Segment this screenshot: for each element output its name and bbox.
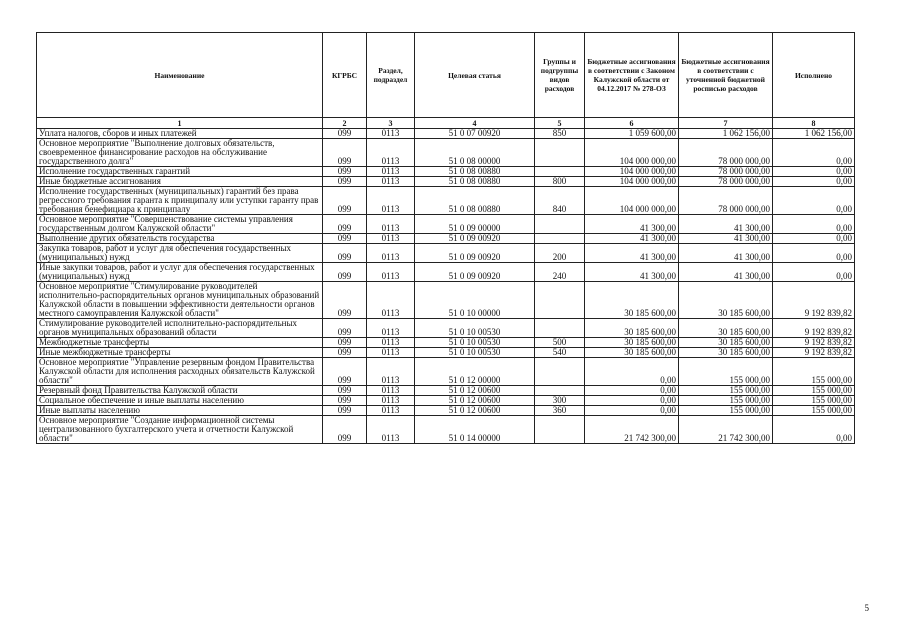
table-row xyxy=(37,234,855,244)
row-target: 51 0 12 00600 xyxy=(415,396,535,406)
row-razdel: 0113 xyxy=(367,167,415,177)
row-name: Социальное обеспечение и иные выплаты населению xyxy=(37,396,323,406)
row-name: Основное мероприятие "Совершенствование системы управления государственным долгом Калужской области" xyxy=(37,215,323,234)
row-law: 0,00 xyxy=(585,386,679,396)
row-done: 0,00 xyxy=(773,177,855,187)
row-kgrbs: 099 xyxy=(323,244,367,263)
row-name: Основное мероприятие "Стимулирование руководителей исполнительно-распорядительных органов муниципальных образований Калужской области в повышении эффективности деятельности органов местного самоуправления Калужской области" xyxy=(37,282,323,319)
row-law: 41 300,00 xyxy=(585,244,679,263)
row-kgrbs: 099 xyxy=(323,386,367,396)
table-row xyxy=(37,244,855,263)
row-done: 155 000,00 xyxy=(773,386,855,396)
col-num-7: 7 xyxy=(679,118,773,129)
row-law: 104 000 000,00 xyxy=(585,139,679,167)
table-row xyxy=(37,139,855,167)
row-law: 0,00 xyxy=(585,396,679,406)
page-number: 5 xyxy=(864,603,869,613)
row-group xyxy=(535,319,585,338)
row-target: 51 0 10 00530 xyxy=(415,319,535,338)
row-razdel: 0113 xyxy=(367,129,415,139)
table-row xyxy=(37,187,855,215)
row-razdel: 0113 xyxy=(367,177,415,187)
row-kgrbs: 099 xyxy=(323,416,367,444)
row-law: 21 742 300,00 xyxy=(585,416,679,444)
row-razdel: 0113 xyxy=(367,338,415,348)
row-done: 0,00 xyxy=(773,187,855,215)
row-target: 51 0 12 00600 xyxy=(415,386,535,396)
row-name: Исполнение государственных (муниципальных) гарантий без права регрессного требования гаранта к принципалу или уступки гаранту прав требования бенефициара к принципалу xyxy=(37,187,323,215)
row-group xyxy=(535,386,585,396)
row-refined: 155 000,00 xyxy=(679,358,773,386)
table-row xyxy=(37,338,855,348)
row-name: Исполнение государственных гарантий xyxy=(37,167,323,177)
header-name: Наименование xyxy=(37,33,323,118)
row-done: 155 000,00 xyxy=(773,358,855,386)
row-razdel: 0113 xyxy=(367,187,415,215)
row-razdel: 0113 xyxy=(367,244,415,263)
row-done: 0,00 xyxy=(773,215,855,234)
col-num-5: 5 xyxy=(535,118,585,129)
table-row xyxy=(37,416,855,444)
row-name: Основное мероприятие "Выполнение долговых обязательств, своевременное финансирование расходов на обслуживание государственного долга" xyxy=(37,139,323,167)
row-refined: 41 300,00 xyxy=(679,215,773,234)
row-refined: 155 000,00 xyxy=(679,386,773,396)
row-kgrbs: 099 xyxy=(323,129,367,139)
row-refined: 30 185 600,00 xyxy=(679,348,773,358)
row-razdel: 0113 xyxy=(367,319,415,338)
row-law: 0,00 xyxy=(585,358,679,386)
row-group: 800 xyxy=(535,177,585,187)
row-kgrbs: 099 xyxy=(323,215,367,234)
col-num-1: 1 xyxy=(37,118,323,129)
row-name: Уплата налогов, сборов и иных платежей xyxy=(37,129,323,139)
row-kgrbs: 099 xyxy=(323,139,367,167)
row-name: Стимулирование руководителей исполнительно-распорядительных органов муниципальных образований области xyxy=(37,319,323,338)
table-row xyxy=(37,348,855,358)
row-law: 30 185 600,00 xyxy=(585,348,679,358)
row-target: 51 0 12 00000 xyxy=(415,358,535,386)
row-target: 51 0 08 00880 xyxy=(415,167,535,177)
row-kgrbs: 099 xyxy=(323,319,367,338)
header-done: Исполнено xyxy=(773,33,855,118)
row-law: 104 000 000,00 xyxy=(585,187,679,215)
row-refined: 155 000,00 xyxy=(679,406,773,416)
row-name: Выполнение других обязательств государства xyxy=(37,234,323,244)
row-kgrbs: 099 xyxy=(323,177,367,187)
budget-table-sheet xyxy=(36,32,854,444)
row-done: 155 000,00 xyxy=(773,396,855,406)
row-group xyxy=(535,167,585,177)
row-refined: 30 185 600,00 xyxy=(679,338,773,348)
budget-table xyxy=(36,32,855,444)
row-target: 51 0 09 00920 xyxy=(415,244,535,263)
row-refined: 1 062 156,00 xyxy=(679,129,773,139)
row-kgrbs: 099 xyxy=(323,406,367,416)
col-num-3: 3 xyxy=(367,118,415,129)
row-target: 51 0 09 00920 xyxy=(415,263,535,282)
row-name: Иные бюджетные ассигнования xyxy=(37,177,323,187)
row-refined: 78 000 000,00 xyxy=(679,139,773,167)
row-done: 0,00 xyxy=(773,244,855,263)
table-row xyxy=(37,406,855,416)
row-refined: 41 300,00 xyxy=(679,244,773,263)
row-kgrbs: 099 xyxy=(323,282,367,319)
row-refined: 21 742 300,00 xyxy=(679,416,773,444)
row-target: 51 0 12 00600 xyxy=(415,406,535,416)
row-refined: 41 300,00 xyxy=(679,234,773,244)
row-law: 0,00 xyxy=(585,406,679,416)
row-done: 0,00 xyxy=(773,139,855,167)
table-row xyxy=(37,167,855,177)
row-law: 41 300,00 xyxy=(585,263,679,282)
row-group xyxy=(535,215,585,234)
row-done: 0,00 xyxy=(773,263,855,282)
row-refined: 30 185 600,00 xyxy=(679,319,773,338)
row-done: 9 192 839,82 xyxy=(773,319,855,338)
row-group xyxy=(535,139,585,167)
row-done: 0,00 xyxy=(773,167,855,177)
row-razdel: 0113 xyxy=(367,386,415,396)
row-kgrbs: 099 xyxy=(323,263,367,282)
col-num-4: 4 xyxy=(415,118,535,129)
row-razdel: 0113 xyxy=(367,215,415,234)
header-target: Целевая статья xyxy=(415,33,535,118)
row-refined: 155 000,00 xyxy=(679,396,773,406)
table-row xyxy=(37,263,855,282)
row-razdel: 0113 xyxy=(367,263,415,282)
row-refined: 78 000 000,00 xyxy=(679,167,773,177)
row-law: 30 185 600,00 xyxy=(585,338,679,348)
row-name: Межбюджетные трансферты xyxy=(37,338,323,348)
table-row xyxy=(37,129,855,139)
row-name: Основное мероприятие "Создание информационной системы централизованного бухгалтерского учета и отчетности Калужской области" xyxy=(37,416,323,444)
row-kgrbs: 099 xyxy=(323,338,367,348)
row-done: 0,00 xyxy=(773,416,855,444)
row-razdel: 0113 xyxy=(367,234,415,244)
column-number-row xyxy=(37,118,855,129)
row-refined: 30 185 600,00 xyxy=(679,282,773,319)
row-name: Иные выплаты населению xyxy=(37,406,323,416)
table-row xyxy=(37,282,855,319)
row-target: 51 0 10 00000 xyxy=(415,282,535,319)
row-razdel: 0113 xyxy=(367,396,415,406)
row-done: 9 192 839,82 xyxy=(773,338,855,348)
col-num-8: 8 xyxy=(773,118,855,129)
header-law: Бюджетные ассигнования в соответствии с Законом Калужской области от 04.12.2017 № 278-ОЗ xyxy=(585,33,679,118)
row-kgrbs: 099 xyxy=(323,348,367,358)
row-group xyxy=(535,416,585,444)
row-law: 30 185 600,00 xyxy=(585,282,679,319)
row-group: 840 xyxy=(535,187,585,215)
row-target: 51 0 08 00880 xyxy=(415,177,535,187)
row-group: 540 xyxy=(535,348,585,358)
header-kgrbs: КГРБС xyxy=(323,33,367,118)
row-group xyxy=(535,358,585,386)
row-razdel: 0113 xyxy=(367,416,415,444)
row-group: 240 xyxy=(535,263,585,282)
col-num-2: 2 xyxy=(323,118,367,129)
row-kgrbs: 099 xyxy=(323,396,367,406)
row-done: 155 000,00 xyxy=(773,406,855,416)
row-razdel: 0113 xyxy=(367,282,415,319)
row-law: 41 300,00 xyxy=(585,215,679,234)
col-num-6: 6 xyxy=(585,118,679,129)
row-target: 51 0 08 00880 xyxy=(415,187,535,215)
row-target: 51 0 09 00000 xyxy=(415,215,535,234)
table-row xyxy=(37,319,855,338)
row-target: 51 0 07 00920 xyxy=(415,129,535,139)
row-razdel: 0113 xyxy=(367,358,415,386)
row-group xyxy=(535,234,585,244)
row-law: 104 000 000,00 xyxy=(585,167,679,177)
row-done: 0,00 xyxy=(773,234,855,244)
header-row xyxy=(37,33,855,118)
row-target: 51 0 08 00000 xyxy=(415,139,535,167)
row-target: 51 0 10 00530 xyxy=(415,348,535,358)
row-done: 1 062 156,00 xyxy=(773,129,855,139)
row-refined: 78 000 000,00 xyxy=(679,177,773,187)
row-law: 104 000 000,00 xyxy=(585,177,679,187)
row-law: 1 059 600,00 xyxy=(585,129,679,139)
row-group: 500 xyxy=(535,338,585,348)
table-row xyxy=(37,177,855,187)
row-target: 51 0 14 00000 xyxy=(415,416,535,444)
row-kgrbs: 099 xyxy=(323,234,367,244)
row-law: 30 185 600,00 xyxy=(585,319,679,338)
row-kgrbs: 099 xyxy=(323,167,367,177)
table-row xyxy=(37,386,855,396)
table-row xyxy=(37,215,855,234)
row-name: Основное мероприятие "Управление резервным фондом Правительства Калужской области для исполнения расходных обязательств Калужской области" xyxy=(37,358,323,386)
header-refined: Бюджетные ассигнования в соответствии с уточненной бюджетной росписью расходов xyxy=(679,33,773,118)
row-kgrbs: 099 xyxy=(323,187,367,215)
table-row xyxy=(37,396,855,406)
row-target: 51 0 10 00530 xyxy=(415,338,535,348)
row-group: 300 xyxy=(535,396,585,406)
header-razdel: Раздел, подраздел xyxy=(367,33,415,118)
row-razdel: 0113 xyxy=(367,406,415,416)
row-target: 51 0 09 00920 xyxy=(415,234,535,244)
row-group: 360 xyxy=(535,406,585,416)
row-done: 9 192 839,82 xyxy=(773,348,855,358)
row-law: 41 300,00 xyxy=(585,234,679,244)
row-kgrbs: 099 xyxy=(323,358,367,386)
row-refined: 78 000 000,00 xyxy=(679,187,773,215)
row-razdel: 0113 xyxy=(367,348,415,358)
row-name: Закупка товаров, работ и услуг для обеспечения государственных (муниципальных) нужд xyxy=(37,244,323,263)
row-refined: 41 300,00 xyxy=(679,263,773,282)
row-name: Резервный фонд Правительства Калужской области xyxy=(37,386,323,396)
header-groups: Группы и подгруппы видов расходов xyxy=(535,33,585,118)
row-razdel: 0113 xyxy=(367,139,415,167)
row-group: 850 xyxy=(535,129,585,139)
row-group: 200 xyxy=(535,244,585,263)
row-name: Иные межбюджетные трансферты xyxy=(37,348,323,358)
row-name: Иные закупки товаров, работ и услуг для обеспечения государственных (муниципальных) нужд xyxy=(37,263,323,282)
row-group xyxy=(535,282,585,319)
row-done: 9 192 839,82 xyxy=(773,282,855,319)
table-row xyxy=(37,358,855,386)
